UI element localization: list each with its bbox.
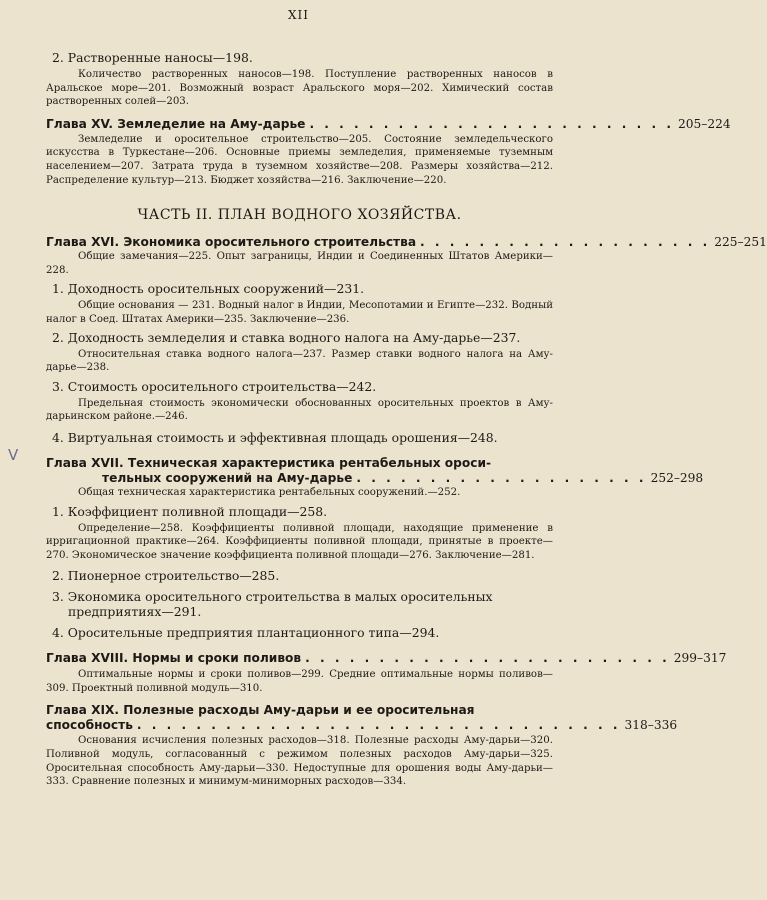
handwritten-margin-mark: V [8, 446, 19, 464]
chapter-18-title: Глава XVIII. Нормы и сроки поливов [46, 651, 302, 666]
leader-dots: . . . . . . . . . . . . . . . . . . . . . . . . . . . . . . . . . [136, 718, 621, 733]
chapter-17-details: Общая техническая характеристика рентабельных сооружений.—252. [78, 486, 461, 498]
page-number: XII [287, 8, 310, 22]
toc-section-2-details: Количество растворенных наносов—198. Поступление растворенных наносов в Аральское море—201. Возможный возраст Аральского моря—202. Химический состав растворенных солей—203. [46, 69, 553, 108]
chapter-17-title-line-1: Глава XVII. Техническая характеристика рентабельных ороси- [46, 455, 492, 470]
leader-dots: . . . . . . . . . . . . . . . . . . . . [420, 235, 711, 250]
toc-content [46, 50, 767, 789]
toc-16-item-1-details: Общие основания — 231. Водный налог в Индии, Месопотамии и Египте—232. Водный налог в Соед. Штатах Америки—235. Заключение—236. [46, 300, 553, 325]
toc-17-item-3: 3. Экономика оросительного строительства в малых оросительных [52, 589, 493, 605]
toc-chapter-18 [46, 651, 727, 666]
chapter-16-pages: 225–251 [714, 235, 767, 250]
toc-section-2: 2. Растворенные наносы—198. [52, 50, 253, 65]
part-2-heading: ЧАСТЬ II. ПЛАН ВОДНОГО ХОЗЯЙСТВА. [137, 207, 462, 224]
leader-dots: . . . . . . . . . . . . . . . . . . . . . . . . . [309, 116, 675, 131]
toc-16-item-2-details: Относительная ставка водного налога—237. Размер ставки водного налога на Аму-дарье—238. [46, 348, 553, 374]
toc-16-item-3: 3. Стоимость оросительного строительства—242. [52, 378, 377, 394]
leader-dots: . . . . . . . . . . . . . . . . . . . . . . . . . [305, 651, 670, 666]
toc-chapter-16 [46, 235, 767, 250]
toc-17-item-2: 2. Пионерное строительство—285. [52, 568, 280, 584]
chapter-19-title-line-2: способность [46, 718, 133, 733]
chapter-15-title: Глава XV. Земледелие на Аму-дарье [46, 116, 306, 131]
toc-chapter-17 [46, 470, 704, 486]
chapter-16-title: Глава XVI. Экономика оросительного строительства [46, 235, 417, 250]
toc-chapter-19 [46, 718, 678, 733]
chapter-19-details: Основания исчисления полезных расходов—318. Полезные расходы Аму-дарьи—320. Поливной модуль, согласованный с режимом полезных расходов Аму-дарьи—325. Оросительная способность Аму-дарьи—330. Недоступные для орошения воды Аму-дарьи—333. Сравнение полезных и минимум-миниморных расходов—334. [46, 735, 553, 788]
toc-16-item-1: 1. Доходность оросительных сооружений—231. [52, 281, 365, 297]
leader-dots: . . . . . . . . . . . . . . . . . . . . [356, 470, 647, 485]
toc-17-item-3-cont: предприятиях—291. [68, 604, 202, 620]
chapter-16-details: Общие замечания—225. Опыт заграницы, Индии и Соединенных Штатов Америки—228. [46, 251, 553, 276]
chapter-18-pages: 299–317 [673, 651, 727, 666]
chapter-19-pages: 318–336 [624, 718, 678, 733]
chapter-17-pages: 252–298 [650, 470, 704, 485]
chapter-17-title-line-2: тельных сооружений на Аму-дарье [102, 470, 353, 485]
toc-16-item-2: 2. Доходность земледелия и ставка водного налога на Аму-дарье—237. [52, 329, 521, 345]
toc-16-item-3-details: Предельная стоимость экономически обоснованных оросительных проектов в Аму-дарьинском районе.—246. [46, 397, 553, 423]
toc-chapter-15 [46, 116, 731, 132]
toc-16-item-4: 4. Виртуальная стоимость и эффективная площадь орошения—248. [52, 429, 498, 445]
chapter-19-title-line-1: Глава XIX. Полезные расходы Аму-дарьи и ее оросительная [46, 703, 475, 718]
chapter-15-pages: 205–224 [678, 116, 731, 131]
toc-17-item-1-details: Определение—258. Коэффициенты поливной площади, находящие применение в ирригационной практике—264. Коэффициенты поливной площади, принятые в проекте—270. Экономическое значение коэффициента поливной площади—276. Заключение—281. [46, 522, 553, 561]
chapter-15-details: Земледелие и оросительное строительство—205. Состояние земледельческого искусства в Туркестане—206. Основные приемы земледелия, применяемые туземным населением—207. Затрата труда в туземном хозяйстве—208. Размеры хозяйства—212. Распределение культур—213. Бюджет хозяйства—216. Заключение—220. [46, 133, 553, 186]
toc-17-item-1: 1. Коэффициент поливной площади—258. [52, 503, 328, 519]
toc-17-item-4: 4. Оросительные предприятия плантационного типа—294. [52, 625, 440, 641]
chapter-18-details: Оптимальные нормы и сроки поливов—299. Средние оптимальные нормы поливов—309. Проектный поливной модуль—310. [46, 669, 553, 694]
